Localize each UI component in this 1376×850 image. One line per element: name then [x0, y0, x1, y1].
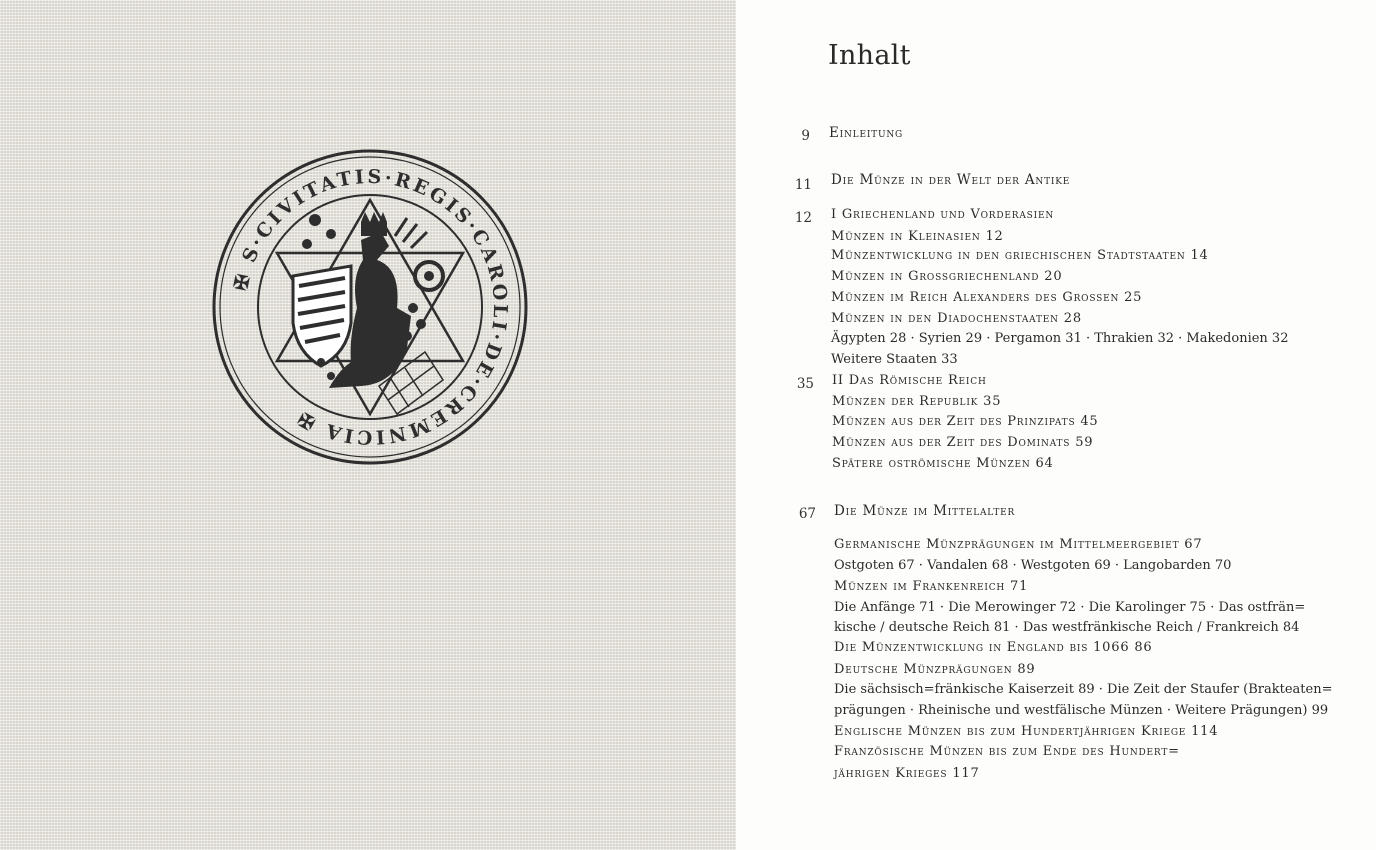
toc-section-heading: Einleitung: [829, 125, 904, 141]
toc-entry: jährigen Krieges 117: [834, 766, 980, 781]
toc-entry: Münzen in Kleinasien 12: [831, 229, 1004, 244]
toc-entry: prägungen · Rheinische und westfälische Münzen · Weitere Prägungen) 99: [834, 703, 1329, 718]
toc-entry: Ägypten 28 · Syrien 29 · Pergamon 31 · Thrakien 32 · Makedonien 32: [831, 331, 1289, 346]
toc-entry: Münzen im Frankenreich 71: [834, 579, 1029, 594]
toc-entry: Französische Münzen bis zum Ende des Hundert=: [834, 744, 1180, 759]
toc-entry: Weitere Staaten 33: [831, 352, 958, 367]
toc-entry: Spätere oströmische Münzen 64: [832, 456, 1054, 471]
toc-page-number: 12: [794, 210, 812, 226]
toc-entry: Die sächsisch=fränkische Kaiserzeit 89 · Die Zeit der Staufer (Brakteaten=: [834, 682, 1333, 697]
toc-title: Inhalt: [828, 40, 911, 71]
toc-entry: Münzen im Reich Alexanders des Grossen 25: [831, 290, 1143, 305]
toc-entry: Deutsche Münzprägungen 89: [834, 662, 1036, 677]
toc-entry: Ostgoten 67 · Vandalen 68 · Westgoten 69 · Langobarden 70: [834, 558, 1232, 573]
toc-page-number: 67: [798, 506, 816, 522]
toc-entry: kische / deutsche Reich 81 · Das westfränkische Reich / Frankreich 84: [834, 620, 1300, 635]
toc-section-heading: Die Münze im Mittelalter: [834, 503, 1016, 519]
toc-entry: II Das Römische Reich: [832, 373, 987, 388]
seal-inscription: ✠ S·CIVITATIS·REGIS·CAROLI·DE·CREMNICIA ✠: [229, 165, 512, 449]
toc-section-heading: Die Münze in der Welt der Antike: [831, 172, 1071, 188]
toc-entry: Die Anfänge 71 · Die Merowinger 72 · Die Karolinger 75 · Das ostfrän=: [834, 600, 1306, 615]
toc-entry: Münzen aus der Zeit des Dominats 59: [832, 435, 1094, 450]
toc-entry: Münzen aus der Zeit des Prinzipats 45: [832, 414, 1099, 429]
toc-page-number: 9: [801, 128, 810, 144]
toc-entry: Germanische Münzprägungen im Mittelmeergebiet 67: [834, 537, 1203, 552]
toc-page-number: 35: [796, 376, 814, 392]
toc-entry: Münzentwicklung in den griechischen Stadtstaaten 14: [831, 248, 1209, 263]
toc-entry: Münzen der Republik 35: [832, 394, 1002, 409]
toc-entry: Englische Münzen bis zum Hundertjährigen Kriege 114: [834, 724, 1219, 739]
toc-entry: I Griechenland und Vorderasien: [831, 207, 1055, 222]
toc-entry: Die Münzentwicklung in England bis 1066 86: [834, 640, 1153, 655]
city-seal-image: [211, 148, 529, 466]
toc-entry: Münzen in Grossgriechenland 20: [831, 269, 1063, 284]
toc-entry: Münzen in den Diadochenstaaten 28: [831, 311, 1082, 326]
toc-page-number: 11: [794, 177, 812, 193]
